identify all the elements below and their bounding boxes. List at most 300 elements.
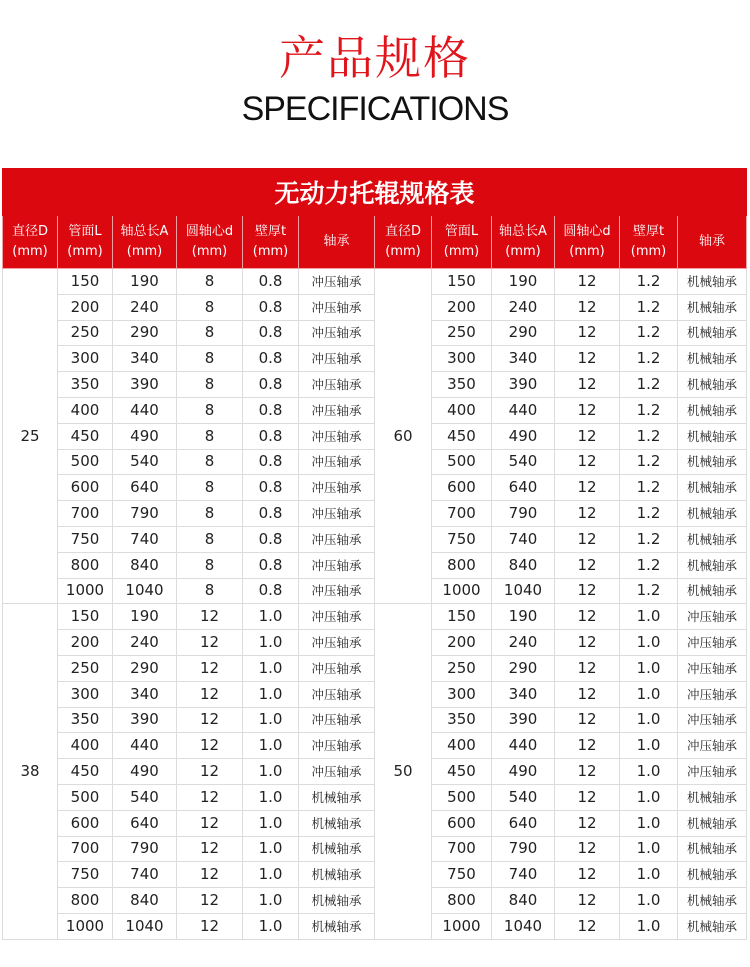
section-title-en: SPECIFICATIONS [241, 90, 509, 128]
axle-diameter-cell: 12 [177, 759, 243, 785]
axle-diameter-cell: 8 [177, 269, 243, 295]
bearing-cell: 冲压轴承 [299, 397, 375, 423]
bearing-cell: 冲压轴承 [299, 269, 375, 295]
axle-diameter-cell: 12 [555, 681, 620, 707]
wall-thickness-cell: 1.2 [620, 346, 678, 372]
axle-diameter-cell: 12 [555, 630, 620, 656]
tube-length-cell: 750 [432, 862, 492, 888]
tube-length-cell: 500 [432, 784, 492, 810]
bearing-cell: 机械轴承 [678, 320, 747, 346]
axle-diameter-cell: 12 [555, 397, 620, 423]
column-header-label: 圆轴心d [185, 224, 234, 239]
wall-thickness-cell: 0.8 [243, 372, 299, 398]
axle-length-cell: 390 [113, 372, 177, 398]
axle-length-cell: 1040 [492, 578, 555, 604]
axle-length-cell: 790 [113, 501, 177, 527]
bearing-cell: 机械轴承 [299, 784, 375, 810]
axle-length-cell: 440 [492, 733, 555, 759]
axle-length-cell: 240 [492, 294, 555, 320]
wall-thickness-cell: 1.0 [243, 707, 299, 733]
axle-diameter-cell: 8 [177, 449, 243, 475]
axle-length-cell: 290 [492, 320, 555, 346]
axle-diameter-cell: 12 [177, 862, 243, 888]
tube-length-cell: 250 [58, 320, 113, 346]
tube-length-cell: 600 [58, 810, 113, 836]
axle-length-cell: 490 [492, 759, 555, 785]
axle-length-cell: 740 [113, 526, 177, 552]
axle-diameter-cell: 12 [555, 526, 620, 552]
column-header-unit: (mm) [126, 244, 163, 259]
bearing-cell: 机械轴承 [678, 526, 747, 552]
axle-length-cell: 540 [113, 449, 177, 475]
wall-thickness-cell: 1.2 [620, 269, 678, 295]
bearing-cell: 冲压轴承 [299, 759, 375, 785]
axle-diameter-cell: 12 [555, 707, 620, 733]
bearing-cell: 冲压轴承 [678, 707, 747, 733]
wall-thickness-cell: 0.8 [243, 294, 299, 320]
axle-length-cell: 490 [113, 423, 177, 449]
wall-thickness-cell: 1.2 [620, 397, 678, 423]
bearing-cell: 冲压轴承 [299, 501, 375, 527]
tube-length-cell: 400 [58, 733, 113, 759]
axle-length-cell: 840 [113, 552, 177, 578]
column-header-label: 轴承 [323, 234, 350, 249]
axle-diameter-cell: 8 [177, 552, 243, 578]
axle-diameter-cell: 12 [177, 913, 243, 939]
bearing-cell: 冲压轴承 [299, 449, 375, 475]
tube-length-cell: 200 [432, 294, 492, 320]
column-header-wall-thickness [620, 216, 678, 269]
diameter-cell: 60 [375, 269, 432, 604]
tube-length-cell: 250 [58, 655, 113, 681]
axle-length-cell: 540 [492, 449, 555, 475]
tube-length-cell: 150 [58, 269, 113, 295]
wall-thickness-cell: 1.2 [620, 475, 678, 501]
tube-length-cell: 400 [58, 397, 113, 423]
bearing-cell: 冲压轴承 [678, 733, 747, 759]
bearing-cell: 机械轴承 [678, 862, 747, 888]
wall-thickness-cell: 1.0 [243, 836, 299, 862]
wall-thickness-cell: 1.0 [243, 630, 299, 656]
column-header-label: 直径D [11, 224, 48, 239]
tube-length-cell: 750 [58, 862, 113, 888]
bearing-cell: 冲压轴承 [678, 655, 747, 681]
wall-thickness-cell: 1.0 [620, 784, 678, 810]
tube-length-cell: 1000 [432, 578, 492, 604]
diameter-cell: 25 [3, 269, 58, 604]
bearing-cell: 冲压轴承 [299, 423, 375, 449]
column-header-label: 壁厚t [632, 224, 665, 239]
column-header-unit: (mm) [252, 244, 289, 259]
tube-length-cell: 700 [58, 836, 113, 862]
table-body [3, 269, 747, 940]
column-header-tube-length [58, 216, 113, 269]
wall-thickness-cell: 0.8 [243, 346, 299, 372]
wall-thickness-cell: 1.0 [243, 759, 299, 785]
wall-thickness-cell: 1.0 [243, 862, 299, 888]
bearing-cell: 冲压轴承 [299, 294, 375, 320]
tube-length-cell: 700 [432, 501, 492, 527]
column-header-label: 圆轴心d [563, 224, 611, 239]
bearing-cell: 冲压轴承 [678, 681, 747, 707]
axle-length-cell: 190 [113, 269, 177, 295]
wall-thickness-cell: 0.8 [243, 269, 299, 295]
table-row [3, 269, 747, 295]
column-header-axle-diameter [555, 216, 620, 269]
bearing-cell: 机械轴承 [678, 888, 747, 914]
axle-length-cell: 390 [492, 707, 555, 733]
bearing-cell: 机械轴承 [678, 372, 747, 398]
axle-length-cell: 740 [492, 526, 555, 552]
tube-length-cell: 300 [432, 346, 492, 372]
wall-thickness-cell: 1.2 [620, 501, 678, 527]
bearing-cell: 机械轴承 [678, 475, 747, 501]
axle-length-cell: 240 [113, 630, 177, 656]
column-header-label: 管面L [444, 224, 479, 239]
axle-length-cell: 440 [113, 397, 177, 423]
bearing-cell: 机械轴承 [678, 784, 747, 810]
wall-thickness-cell: 1.2 [620, 578, 678, 604]
bearing-cell: 冲压轴承 [299, 552, 375, 578]
column-header-unit: (mm) [569, 244, 605, 259]
axle-length-cell: 440 [113, 733, 177, 759]
axle-diameter-cell: 12 [177, 810, 243, 836]
tube-length-cell: 700 [432, 836, 492, 862]
axle-diameter-cell: 12 [177, 681, 243, 707]
column-header-label: 直径D [384, 224, 421, 239]
axle-diameter-cell: 12 [555, 320, 620, 346]
bearing-cell: 机械轴承 [678, 913, 747, 939]
wall-thickness-cell: 0.8 [243, 397, 299, 423]
axle-length-cell: 640 [492, 475, 555, 501]
diameter-cell: 50 [375, 604, 432, 939]
axle-diameter-cell: 8 [177, 526, 243, 552]
axle-diameter-cell: 12 [177, 630, 243, 656]
wall-thickness-cell: 1.0 [620, 913, 678, 939]
tube-length-cell: 250 [432, 320, 492, 346]
column-header-label: 轴总长A [120, 224, 169, 239]
axle-diameter-cell: 12 [555, 294, 620, 320]
diameter-cell: 38 [3, 604, 58, 939]
table-title: 无动力托辊规格表 [3, 169, 747, 216]
column-header-diameter [375, 216, 432, 269]
axle-length-cell: 340 [113, 346, 177, 372]
axle-length-cell: 340 [113, 681, 177, 707]
column-header-unit: (mm) [12, 244, 48, 259]
column-header-unit: (mm) [505, 244, 541, 259]
axle-diameter-cell: 12 [555, 475, 620, 501]
tube-length-cell: 350 [58, 372, 113, 398]
tube-length-cell: 450 [432, 759, 492, 785]
axle-diameter-cell: 8 [177, 501, 243, 527]
wall-thickness-cell: 1.0 [243, 655, 299, 681]
axle-diameter-cell: 12 [177, 888, 243, 914]
bearing-cell: 冲压轴承 [299, 346, 375, 372]
axle-diameter-cell: 12 [555, 836, 620, 862]
bearing-cell: 冲压轴承 [299, 707, 375, 733]
wall-thickness-cell: 1.0 [620, 810, 678, 836]
tube-length-cell: 1000 [432, 913, 492, 939]
tube-length-cell: 300 [58, 346, 113, 372]
wall-thickness-cell: 1.0 [620, 630, 678, 656]
bearing-cell: 机械轴承 [678, 578, 747, 604]
axle-diameter-cell: 12 [177, 733, 243, 759]
axle-diameter-cell: 8 [177, 475, 243, 501]
axle-diameter-cell: 12 [555, 346, 620, 372]
tube-length-cell: 150 [58, 604, 113, 630]
column-header-axle-length [492, 216, 555, 269]
axle-diameter-cell: 8 [177, 397, 243, 423]
column-header-unit: (mm) [385, 244, 421, 259]
column-header-diameter [3, 216, 58, 269]
axle-length-cell: 840 [113, 888, 177, 914]
tube-length-cell: 750 [432, 526, 492, 552]
wall-thickness-cell: 1.2 [620, 423, 678, 449]
axle-length-cell: 240 [492, 630, 555, 656]
tube-length-cell: 350 [432, 372, 492, 398]
bearing-cell: 机械轴承 [299, 810, 375, 836]
axle-length-cell: 290 [492, 655, 555, 681]
column-header-axle-diameter [177, 216, 243, 269]
wall-thickness-cell: 1.2 [620, 449, 678, 475]
column-header-label: 壁厚t [254, 224, 287, 239]
bearing-cell: 冲压轴承 [299, 681, 375, 707]
axle-diameter-cell: 12 [177, 836, 243, 862]
column-header-tube-length [432, 216, 492, 269]
column-header-label: 轴承 [699, 234, 726, 249]
wall-thickness-cell: 0.8 [243, 552, 299, 578]
tube-length-cell: 350 [58, 707, 113, 733]
bearing-cell: 冲压轴承 [299, 475, 375, 501]
wall-thickness-cell: 0.8 [243, 578, 299, 604]
tube-length-cell: 150 [432, 604, 492, 630]
bearing-cell: 机械轴承 [678, 346, 747, 372]
wall-thickness-cell: 1.0 [620, 604, 678, 630]
bearing-cell: 冲压轴承 [678, 604, 747, 630]
spec-table [2, 168, 747, 940]
wall-thickness-cell: 1.0 [620, 759, 678, 785]
tube-length-cell: 600 [432, 475, 492, 501]
bearing-cell: 机械轴承 [678, 423, 747, 449]
column-header-unit: (mm) [67, 244, 103, 259]
axle-length-cell: 540 [113, 784, 177, 810]
tube-length-cell: 450 [432, 423, 492, 449]
tube-length-cell: 800 [432, 888, 492, 914]
axle-length-cell: 540 [492, 784, 555, 810]
axle-length-cell: 790 [492, 836, 555, 862]
axle-diameter-cell: 12 [177, 707, 243, 733]
axle-diameter-cell: 12 [555, 578, 620, 604]
bearing-cell: 机械轴承 [678, 501, 747, 527]
axle-diameter-cell: 12 [555, 552, 620, 578]
axle-diameter-cell: 12 [555, 784, 620, 810]
axle-length-cell: 190 [492, 604, 555, 630]
column-header-unit: (mm) [630, 244, 667, 259]
wall-thickness-cell: 0.8 [243, 475, 299, 501]
wall-thickness-cell: 0.8 [243, 320, 299, 346]
axle-length-cell: 490 [113, 759, 177, 785]
bearing-cell: 冲压轴承 [299, 655, 375, 681]
bearing-cell: 机械轴承 [299, 888, 375, 914]
wall-thickness-cell: 1.0 [620, 862, 678, 888]
axle-diameter-cell: 12 [555, 810, 620, 836]
axle-length-cell: 1040 [492, 913, 555, 939]
axle-diameter-cell: 8 [177, 346, 243, 372]
tube-length-cell: 200 [58, 630, 113, 656]
bearing-cell: 机械轴承 [678, 552, 747, 578]
tube-length-cell: 500 [58, 784, 113, 810]
tube-length-cell: 350 [432, 707, 492, 733]
wall-thickness-cell: 1.2 [620, 294, 678, 320]
axle-length-cell: 190 [492, 269, 555, 295]
wall-thickness-cell: 0.8 [243, 449, 299, 475]
column-header-bearing [678, 216, 747, 269]
bearing-cell: 冲压轴承 [299, 630, 375, 656]
wall-thickness-cell: 1.0 [620, 733, 678, 759]
wall-thickness-cell: 1.0 [243, 888, 299, 914]
axle-length-cell: 740 [113, 862, 177, 888]
tube-length-cell: 250 [432, 655, 492, 681]
tube-length-cell: 450 [58, 423, 113, 449]
axle-diameter-cell: 12 [555, 449, 620, 475]
wall-thickness-cell: 0.8 [243, 423, 299, 449]
axle-length-cell: 240 [113, 294, 177, 320]
tube-length-cell: 300 [432, 681, 492, 707]
tube-length-cell: 200 [432, 630, 492, 656]
tube-length-cell: 500 [58, 449, 113, 475]
tube-length-cell: 300 [58, 681, 113, 707]
bearing-cell: 冲压轴承 [678, 759, 747, 785]
wall-thickness-cell: 1.0 [243, 733, 299, 759]
bearing-cell: 机械轴承 [299, 862, 375, 888]
tube-length-cell: 800 [58, 888, 113, 914]
axle-diameter-cell: 12 [555, 501, 620, 527]
axle-diameter-cell: 12 [555, 888, 620, 914]
bearing-cell: 机械轴承 [678, 294, 747, 320]
wall-thickness-cell: 1.0 [243, 681, 299, 707]
column-header-axle-length [113, 216, 177, 269]
wall-thickness-cell: 1.0 [243, 810, 299, 836]
axle-length-cell: 390 [113, 707, 177, 733]
wall-thickness-cell: 1.2 [620, 372, 678, 398]
tube-length-cell: 700 [58, 501, 113, 527]
bearing-cell: 机械轴承 [678, 810, 747, 836]
axle-diameter-cell: 8 [177, 320, 243, 346]
wall-thickness-cell: 1.0 [620, 655, 678, 681]
tube-length-cell: 400 [432, 733, 492, 759]
axle-diameter-cell: 12 [555, 733, 620, 759]
table-row [3, 604, 747, 630]
wall-thickness-cell: 1.0 [243, 913, 299, 939]
axle-length-cell: 490 [492, 423, 555, 449]
tube-length-cell: 200 [58, 294, 113, 320]
wall-thickness-cell: 1.0 [243, 784, 299, 810]
bearing-cell: 冲压轴承 [299, 604, 375, 630]
axle-length-cell: 640 [492, 810, 555, 836]
bearing-cell: 冲压轴承 [299, 578, 375, 604]
tube-length-cell: 450 [58, 759, 113, 785]
axle-length-cell: 190 [113, 604, 177, 630]
column-header-bearing [299, 216, 375, 269]
axle-diameter-cell: 12 [555, 655, 620, 681]
tube-length-cell: 800 [432, 552, 492, 578]
column-header-wall-thickness [243, 216, 299, 269]
axle-diameter-cell: 12 [177, 655, 243, 681]
bearing-cell: 冲压轴承 [299, 526, 375, 552]
wall-thickness-cell: 1.2 [620, 320, 678, 346]
axle-length-cell: 1040 [113, 913, 177, 939]
tube-length-cell: 750 [58, 526, 113, 552]
wall-thickness-cell: 0.8 [243, 501, 299, 527]
axle-diameter-cell: 8 [177, 372, 243, 398]
tube-length-cell: 800 [58, 552, 113, 578]
bearing-cell: 机械轴承 [299, 913, 375, 939]
wall-thickness-cell: 1.0 [243, 604, 299, 630]
axle-length-cell: 640 [113, 810, 177, 836]
axle-diameter-cell: 12 [555, 269, 620, 295]
axle-length-cell: 1040 [113, 578, 177, 604]
tube-length-cell: 500 [432, 449, 492, 475]
axle-diameter-cell: 12 [555, 862, 620, 888]
tube-length-cell: 1000 [58, 578, 113, 604]
tube-length-cell: 150 [432, 269, 492, 295]
tube-length-cell: 400 [432, 397, 492, 423]
axle-length-cell: 290 [113, 320, 177, 346]
axle-length-cell: 790 [492, 501, 555, 527]
axle-diameter-cell: 8 [177, 578, 243, 604]
axle-length-cell: 790 [113, 836, 177, 862]
section-title-cn: 产品规格 [279, 31, 471, 85]
bearing-cell: 机械轴承 [678, 269, 747, 295]
axle-diameter-cell: 12 [177, 784, 243, 810]
wall-thickness-cell: 1.0 [620, 836, 678, 862]
axle-length-cell: 740 [492, 862, 555, 888]
column-header-unit: (mm) [443, 244, 480, 259]
axle-length-cell: 440 [492, 397, 555, 423]
wall-thickness-cell: 1.0 [620, 681, 678, 707]
axle-length-cell: 840 [492, 552, 555, 578]
axle-length-cell: 840 [492, 888, 555, 914]
wall-thickness-cell: 1.0 [620, 888, 678, 914]
tube-length-cell: 600 [432, 810, 492, 836]
bearing-cell: 冲压轴承 [299, 320, 375, 346]
axle-length-cell: 640 [113, 475, 177, 501]
bearing-cell: 机械轴承 [678, 397, 747, 423]
bearing-cell: 机械轴承 [299, 836, 375, 862]
axle-diameter-cell: 12 [555, 423, 620, 449]
axle-length-cell: 340 [492, 681, 555, 707]
bearing-cell: 机械轴承 [678, 449, 747, 475]
bearing-cell: 冲压轴承 [299, 733, 375, 759]
axle-length-cell: 340 [492, 346, 555, 372]
bearing-cell: 机械轴承 [678, 836, 747, 862]
axle-diameter-cell: 12 [555, 913, 620, 939]
axle-length-cell: 390 [492, 372, 555, 398]
wall-thickness-cell: 1.0 [620, 707, 678, 733]
bearing-cell: 冲压轴承 [299, 372, 375, 398]
column-header-label: 轴总长A [499, 224, 547, 239]
wall-thickness-cell: 0.8 [243, 526, 299, 552]
table-header-row [3, 216, 747, 269]
axle-diameter-cell: 8 [177, 294, 243, 320]
axle-diameter-cell: 12 [177, 604, 243, 630]
axle-diameter-cell: 12 [555, 759, 620, 785]
wall-thickness-cell: 1.2 [620, 526, 678, 552]
bearing-cell: 冲压轴承 [678, 630, 747, 656]
wall-thickness-cell: 1.2 [620, 552, 678, 578]
tube-length-cell: 600 [58, 475, 113, 501]
axle-diameter-cell: 8 [177, 423, 243, 449]
